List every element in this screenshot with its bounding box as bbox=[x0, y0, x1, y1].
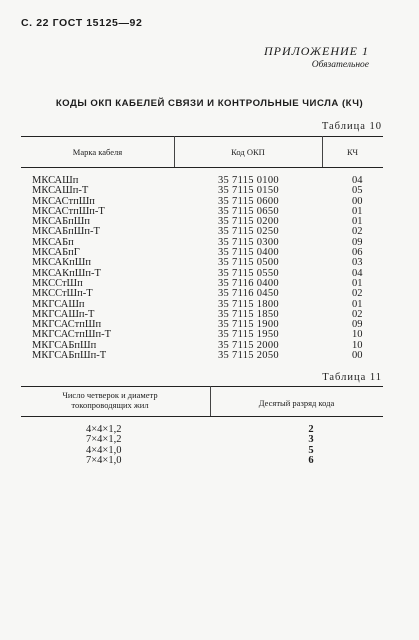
table11-cell-wires: 4×4×1,2 bbox=[86, 424, 122, 435]
table10-cell-code: 35 7115 1900 bbox=[218, 319, 279, 331]
table10-cell-code: 35 7116 0450 bbox=[218, 288, 279, 300]
table10-cell-kch: 02 bbox=[352, 308, 363, 320]
page-header: С. 22 ГОСТ 15125—92 bbox=[21, 17, 143, 29]
table10-cell-code: 35 7115 1850 bbox=[218, 308, 279, 320]
table11-cell-wires: 4×4×1,0 bbox=[86, 444, 122, 456]
table11-top-rule bbox=[21, 386, 383, 387]
table11-cell-digit: 3 bbox=[308, 434, 314, 446]
table10-cell-kch: 09 bbox=[352, 319, 363, 331]
table10-cell-brand: МКГСАСтпШп bbox=[32, 319, 102, 331]
table10-cell-kch: 10 bbox=[352, 329, 363, 341]
table10-cell-kch: 00 bbox=[352, 350, 363, 362]
table10-cell-brand: МКССтШп bbox=[32, 277, 83, 289]
table10-cell-kch: 04 bbox=[352, 267, 363, 279]
table10-top-rule bbox=[21, 136, 383, 137]
table10-cell-code: 35 7115 1800 bbox=[218, 298, 279, 310]
table10-cell-kch: 01 bbox=[352, 298, 363, 310]
table10-cell-kch: 01 bbox=[352, 205, 363, 217]
table10-cell-kch: 01 bbox=[352, 277, 363, 289]
table11-cell-digit: 2 bbox=[308, 424, 314, 435]
table10-cell-brand: МКСАШп bbox=[32, 175, 79, 186]
table10-cell-brand: МКГСАШп bbox=[32, 298, 85, 310]
table10-cell-code: 35 7115 0400 bbox=[218, 247, 279, 259]
table10-cell-kch: 00 bbox=[352, 195, 363, 207]
table10-cell-brand: МКСАСтпШп bbox=[32, 195, 95, 207]
table10-cell-brand: МКГСАСтпШп-Т bbox=[32, 329, 112, 341]
table10-header-kch: КЧ bbox=[346, 147, 359, 157]
table11-header-digit: Десятый разряд кода bbox=[258, 398, 335, 408]
table10-code-column bbox=[218, 176, 308, 361]
table10-cell-kch: 02 bbox=[352, 226, 363, 238]
table10-cell-kch: 09 bbox=[352, 236, 363, 248]
table10-cell-code: 35 7115 2000 bbox=[218, 339, 279, 351]
table10-cell-brand: МКСАБпГ bbox=[32, 247, 80, 259]
table11-caption: Таблица 11 bbox=[322, 372, 382, 383]
table11-cell-wires: 7×4×1,0 bbox=[86, 455, 122, 467]
table10-cell-brand: МКСАБпШп bbox=[32, 216, 91, 228]
table10-cell-brand: МКГСАБпШп bbox=[32, 339, 97, 351]
table10-header-brand: Марка кабеля bbox=[72, 147, 123, 157]
table10-cell-brand: МКГСАБпШп-Т bbox=[32, 350, 107, 362]
table10-header-code: Код ОКП bbox=[231, 147, 265, 157]
table10-caption: Таблица 10 bbox=[321, 121, 382, 132]
table10-header-rule bbox=[21, 167, 383, 168]
appendix-block bbox=[264, 44, 369, 70]
table10-cell-brand: МКСАШп-Т bbox=[32, 185, 89, 197]
table10-cell-brand: МКГСАШп-Т bbox=[32, 308, 95, 320]
table10-cell-code: 35 7115 0300 bbox=[218, 236, 279, 248]
appendix-title: ПРИЛОЖЕНИЕ 1 bbox=[264, 44, 369, 58]
document-title: КОДЫ ОКП КАБЕЛЕЙ СВЯЗИ И КОНТРОЛЬНЫЕ ЧИСЛА (КЧ) bbox=[55, 98, 364, 109]
table10-cell-code: 35 7116 0400 bbox=[218, 277, 279, 289]
table10-cell-kch: 04 bbox=[352, 175, 363, 186]
table10-cell-brand: МКСАБп bbox=[32, 236, 74, 248]
table10-cell-kch: 01 bbox=[352, 216, 363, 228]
table11-cell-digit: 5 bbox=[308, 444, 314, 456]
table10-cell-brand: МКСАКпШп bbox=[32, 257, 91, 269]
table10-cell-code: 35 7115 2050 bbox=[218, 350, 279, 362]
table10-cell-brand: МКСАСтпШп-Т bbox=[32, 205, 105, 217]
table11-cell-digit: 6 bbox=[308, 455, 314, 467]
table10-brand-column bbox=[32, 176, 162, 361]
appendix-subtitle: Обязательное bbox=[311, 60, 369, 70]
table10-cell-code: 35 7115 0250 bbox=[218, 226, 279, 238]
table10-cell-code: 35 7115 0100 bbox=[218, 175, 279, 186]
table10-cell-kch: 03 bbox=[352, 257, 363, 269]
table10-cell-brand: МКСАКпШп-Т bbox=[32, 267, 101, 279]
table11-cell-wires: 7×4×1,2 bbox=[86, 434, 122, 446]
table10-cell-brand: МКСАБпШп-Т bbox=[32, 226, 100, 238]
table11-header-rule bbox=[21, 416, 383, 417]
table10-cell-code: 35 7115 0650 bbox=[218, 205, 279, 217]
table11-digit-column bbox=[296, 425, 326, 467]
table10-cell-code: 35 7115 0550 bbox=[218, 267, 279, 279]
table10-cell-code: 35 7115 0200 bbox=[218, 216, 279, 228]
table10-cell-kch: 06 bbox=[352, 247, 363, 259]
table11-wires-column bbox=[86, 425, 176, 467]
table10-cell-code: 35 7115 0150 bbox=[218, 185, 279, 197]
table10-cell-kch: 02 bbox=[352, 288, 363, 300]
table10-cell-code: 35 7115 0500 bbox=[218, 257, 279, 269]
table10-cell-code: 35 7115 1950 bbox=[218, 329, 279, 341]
table10-cell-brand: МКССтШп-Т bbox=[32, 288, 93, 300]
table11-header-wires: Число четверок и диаметр токопроводящих жил bbox=[62, 390, 158, 410]
table10-kch-column bbox=[352, 176, 382, 361]
table10-cell-kch: 05 bbox=[352, 185, 363, 197]
table10-cell-kch: 10 bbox=[352, 339, 363, 351]
table10-cell-code: 35 7115 0600 bbox=[218, 195, 279, 207]
